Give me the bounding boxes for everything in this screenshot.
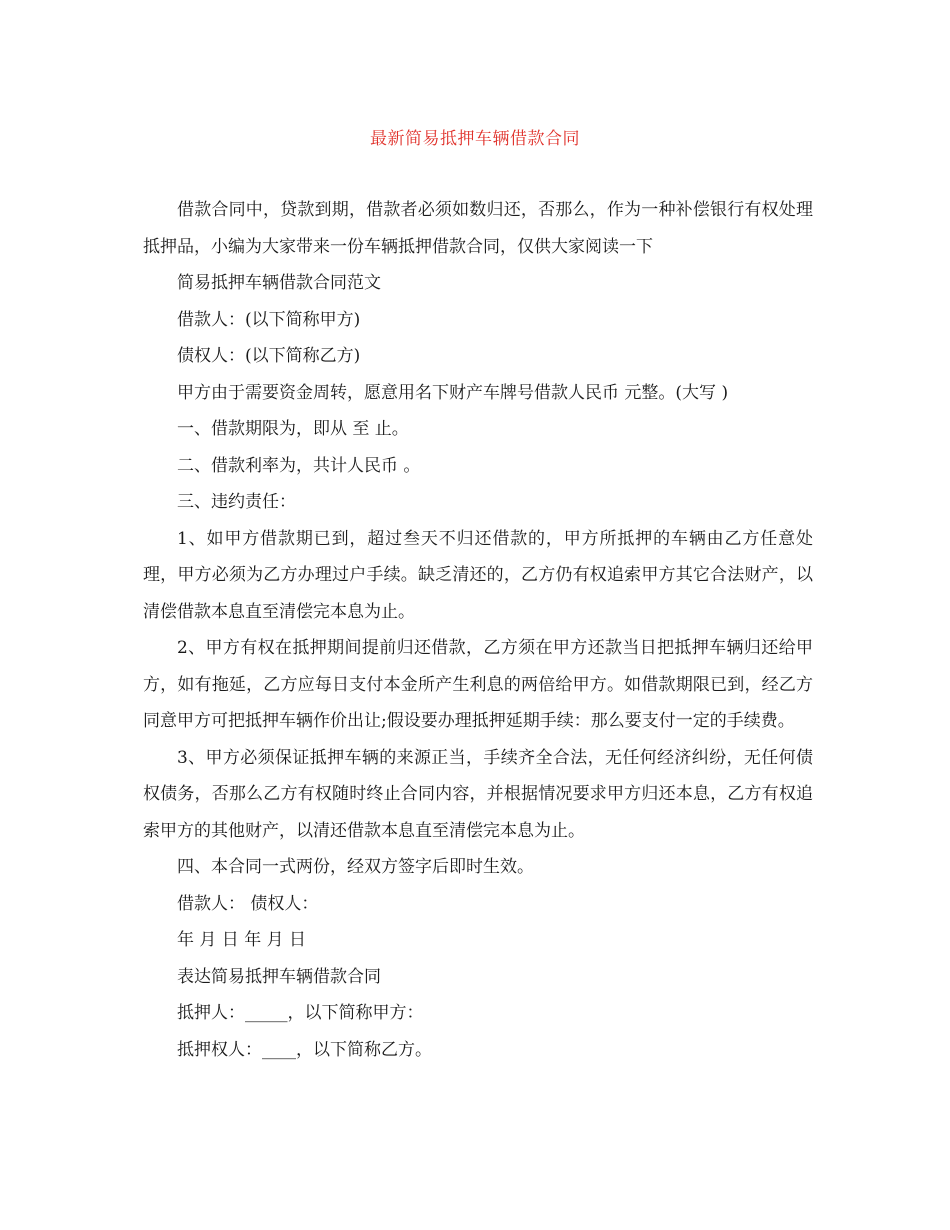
liability-item-2: 2、甲方有权在抵押期间提前归还借款，乙方须在甲方还款当日把抵押车辆归还给甲方，如有拖延，乙方应每日支付本金所产生利息的两倍给甲方。如借款期限已到，经乙方同意甲方可把抵押车辆作价出让;假设要办理抵押延期手续：那么要支付一定的手续费。 [143, 638, 813, 731]
liability-item-3: 3、甲方必须保证抵押车辆的来源正当，手续齐全合法，无任何经济纠纷，无任何债权债务，否那么乙方有权随时终止合同内容，并根据情况要求甲方归还本息，乙方有权追索甲方的其他财产，以清还借款本息直至清偿完本息为止。 [143, 747, 813, 841]
section-heading: 简易抵押车辆借款合同范文 [177, 273, 381, 293]
liability-item-1: 1、如甲方借款期已到，超过叁天不归还借款的，甲方所抵押的车辆由乙方任意处理，甲方必须为乙方办理过户手续。缺乏清还的，乙方仍有权追索甲方其它合法财产，以清偿借款本息直至清偿完本息为止。 [143, 528, 813, 622]
signature-line: 借款人： 债权人： [177, 893, 319, 914]
clause-term: 一、借款期限为，即从 至 止。 [177, 419, 409, 439]
document-title: 最新简易抵押车辆借款合同 [370, 129, 580, 149]
mortgagee-line: 抵押权人：____，以下简称乙方。 [177, 1039, 432, 1060]
mortgagor-line: 抵押人：_____，以下简称甲方： [177, 1003, 424, 1023]
second-contract-heading: 表达简易抵押车辆借款合同 [177, 966, 381, 987]
clause-interest: 二、借款利率为，共计人民币 。 [177, 455, 421, 476]
clause-liability-heading: 三、违约责任： [177, 492, 296, 512]
borrower-line: 借款人：(以下简称甲方) [177, 309, 361, 330]
clause-effect: 四、本合同一式两份，经双方签字后即时生效。 [177, 857, 534, 877]
document-body [143, 192, 813, 1068]
intro-paragraph: 借款合同中，贷款到期，借款者必须如数归还，否那么，作为一种补偿银行有权处理抵押品，小编为大家带来一份车辆抵押借款合同，仅供大家阅读一下 [143, 200, 813, 257]
loan-amount-line: 甲方由于需要资金周转，愿意用名下财产车牌号借款人民币 元整。(大写 ) [177, 382, 729, 403]
date-line: 年 月 日 年 月 日 [177, 930, 307, 950]
creditor-line: 债权人：(以下简称乙方) [177, 346, 361, 366]
